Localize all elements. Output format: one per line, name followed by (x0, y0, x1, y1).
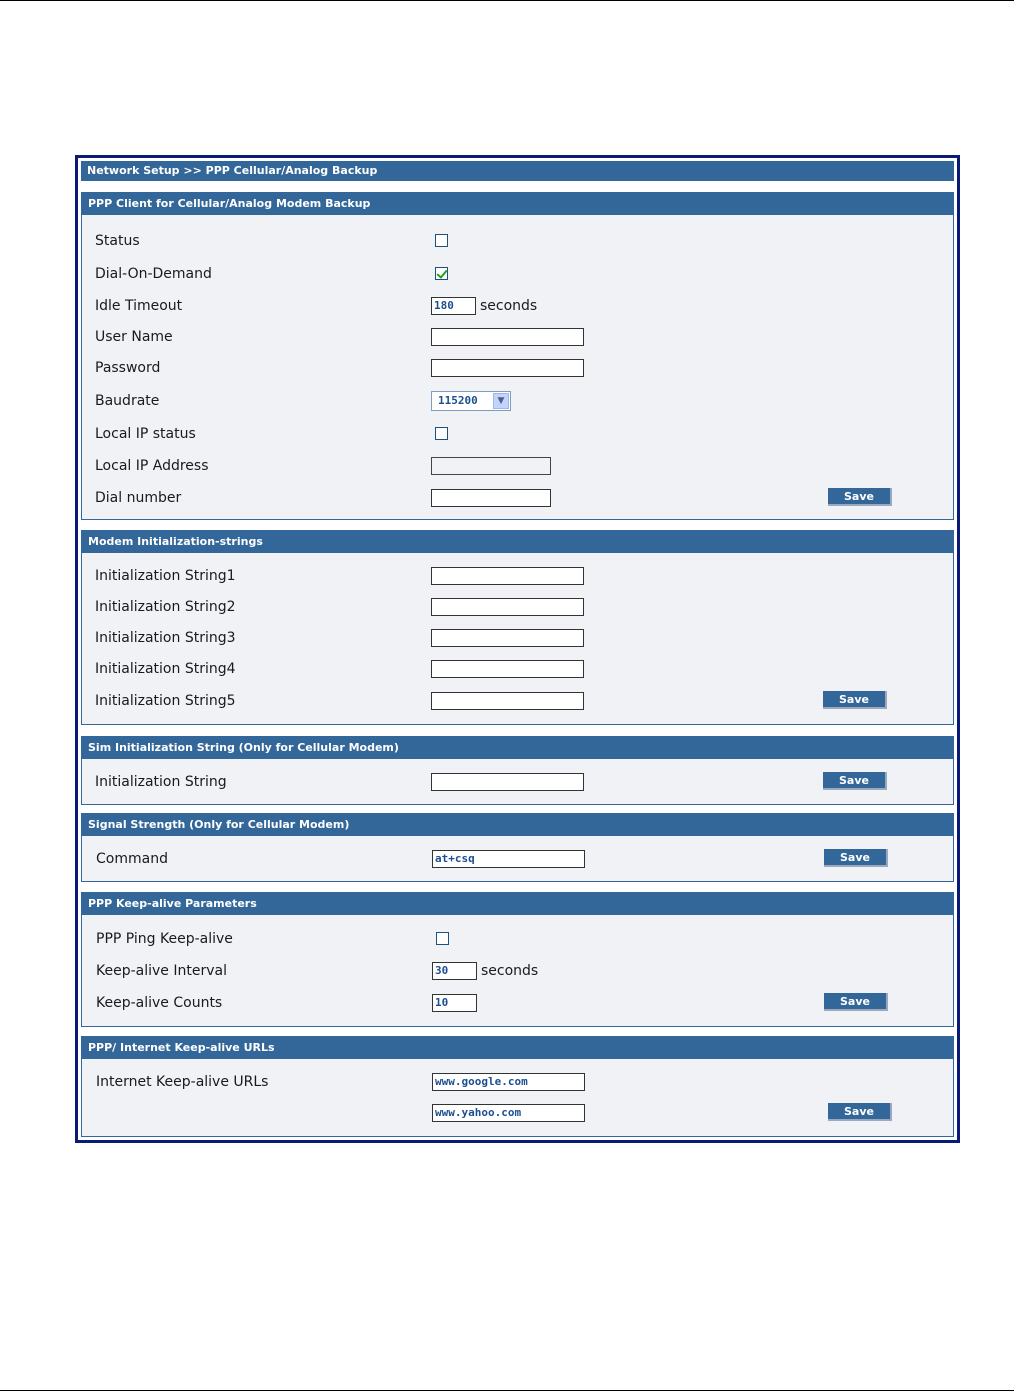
baudrate-row (82, 391, 953, 411)
keepalive-save-button[interactable]: Save (824, 993, 888, 1011)
ping-keepalive-label: PPP Ping Keep-alive (96, 931, 233, 947)
status-row (82, 231, 953, 251)
init-string4-input[interactable] (431, 660, 584, 678)
status-checkbox[interactable] (435, 234, 448, 247)
init-string2-row (82, 597, 953, 617)
settings-frame (75, 155, 960, 1143)
sim-init-label: Initialization String (95, 774, 227, 790)
init-string2-input[interactable] (431, 598, 584, 616)
init-string2-label: Initialization String2 (95, 599, 236, 615)
user-name-input[interactable] (431, 328, 584, 346)
baudrate-label: Baudrate (95, 393, 160, 409)
init-string3-input[interactable] (431, 629, 584, 647)
sim-init-save-button[interactable]: Save (823, 772, 887, 790)
urls-save-button[interactable]: Save (828, 1103, 892, 1121)
init-string3-label: Initialization String3 (95, 630, 236, 646)
ping-keepalive-checkbox[interactable] (436, 932, 449, 945)
password-label: Password (95, 360, 161, 376)
init-string3-row (82, 628, 953, 648)
breadcrumb: Network Setup >> PPP Cellular/Analog Backup (81, 161, 954, 181)
modem-init-save-button[interactable]: Save (823, 691, 887, 709)
sim-init-row (82, 772, 953, 792)
panel-title: PPP/ Internet Keep-alive URLs (82, 1037, 953, 1059)
keepalive-interval-input[interactable]: 30 (432, 962, 477, 980)
init-string5-input[interactable] (431, 692, 584, 710)
password-row (82, 358, 953, 378)
panel-title: Signal Strength (Only for Cellular Modem) (82, 814, 953, 836)
local-ip-status-row (82, 424, 953, 444)
local-ip-status-label: Local IP status (95, 426, 196, 442)
panel-title: PPP Client for Cellular/Analog Modem Backup (82, 193, 953, 215)
url2-row (82, 1103, 953, 1123)
init-string1-row (82, 566, 953, 586)
keepalive-panel (81, 892, 954, 1027)
keepalive-interval-unit: seconds (481, 963, 539, 979)
idle-timeout-row (82, 296, 953, 316)
ppp-client-panel (81, 192, 954, 520)
sim-init-panel (81, 736, 954, 805)
status-label: Status (95, 233, 140, 249)
ping-keepalive-row (82, 929, 953, 949)
panel-title: Modem Initialization-strings (82, 531, 953, 553)
ppp-client-save-button[interactable]: Save (828, 488, 892, 506)
url1-input[interactable]: www.google.com (432, 1073, 585, 1091)
local-ip-status-checkbox[interactable] (435, 427, 448, 440)
init-string5-row (82, 691, 953, 711)
panel-title: PPP Keep-alive Parameters (82, 893, 953, 915)
keepalive-interval-label: Keep-alive Interval (96, 963, 227, 979)
keepalive-counts-label: Keep-alive Counts (96, 995, 223, 1011)
local-ip-address-row (82, 456, 953, 476)
keepalive-urls-panel (81, 1036, 954, 1137)
init-string4-label: Initialization String4 (95, 661, 236, 677)
command-label: Command (96, 851, 168, 867)
idle-timeout-label: Idle Timeout (95, 298, 183, 314)
idle-timeout-unit: seconds (480, 298, 538, 314)
password-input[interactable] (431, 359, 584, 377)
keepalive-counts-input[interactable]: 10 (432, 994, 477, 1012)
sim-init-input[interactable] (431, 773, 584, 791)
idle-timeout-input[interactable]: 180 (431, 297, 476, 315)
dial-on-demand-checkbox[interactable] (435, 267, 448, 280)
local-ip-address-input[interactable] (431, 457, 551, 475)
bottom-page-rule (0, 1390, 1014, 1391)
baudrate-value: 115200 (438, 394, 478, 407)
init-string4-row (82, 659, 953, 679)
keepalive-urls-label: Internet Keep-alive URLs (96, 1074, 269, 1090)
keepalive-counts-row (82, 993, 953, 1013)
signal-save-button[interactable]: Save (824, 849, 888, 867)
init-string1-input[interactable] (431, 567, 584, 585)
local-ip-address-label: Local IP Address (95, 458, 209, 474)
panel-title: Sim Initialization String (Only for Cellular Modem) (82, 737, 953, 759)
dial-on-demand-row (82, 264, 953, 284)
signal-strength-panel (81, 813, 954, 882)
chevron-down-icon[interactable]: ▼ (493, 393, 509, 409)
keepalive-interval-row (82, 961, 953, 981)
url2-input[interactable]: www.yahoo.com (432, 1104, 585, 1122)
command-input[interactable]: at+csq (432, 850, 585, 868)
command-row (82, 849, 953, 869)
dial-number-label: Dial number (95, 490, 182, 506)
url1-row (82, 1072, 953, 1092)
top-page-rule (0, 0, 1014, 1)
dial-on-demand-label: Dial-On-Demand (95, 266, 212, 282)
user-name-row (82, 327, 953, 347)
dial-number-row (82, 488, 953, 508)
modem-init-panel (81, 530, 954, 725)
dial-number-input[interactable] (431, 489, 551, 507)
baudrate-select[interactable] (431, 391, 511, 411)
init-string5-label: Initialization String5 (95, 693, 236, 709)
init-string1-label: Initialization String1 (95, 568, 236, 584)
user-name-label: User Name (95, 329, 173, 345)
